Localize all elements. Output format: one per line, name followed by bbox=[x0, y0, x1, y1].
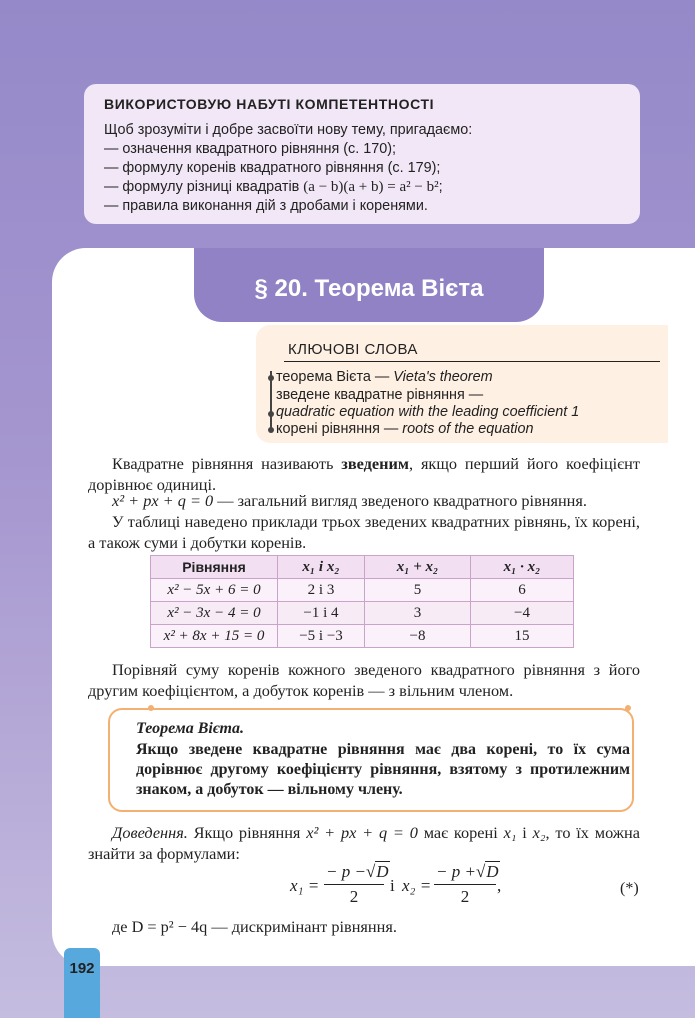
recall-item-end: ; bbox=[438, 179, 443, 195]
keywords-title: КЛЮЧОВІ СЛОВА bbox=[288, 341, 418, 358]
table-header: x₁ + x₂ bbox=[365, 556, 471, 579]
formula: x² + px + q = 0 bbox=[112, 491, 214, 510]
sqrt-arg: D bbox=[376, 862, 389, 881]
recall-intro: Щоб зрозуміти і добре засвоїти нову тему, пригадаємо: bbox=[104, 122, 473, 138]
table-cell: −1 і 4 bbox=[278, 602, 365, 625]
keyword-item: зведене квадратне рівняння — bbox=[276, 387, 484, 403]
theorem-box bbox=[108, 708, 634, 812]
conjunction: і bbox=[390, 876, 395, 895]
text: і bbox=[516, 823, 533, 842]
table-cell: −8 bbox=[365, 625, 471, 648]
table-cell: x² + 8x + 15 = 0 bbox=[151, 625, 278, 648]
recall-item: — означення квадратного рівняння (с. 170); bbox=[104, 141, 397, 157]
keyword-en: Vieta's theorem bbox=[393, 369, 493, 385]
keyword-item bbox=[276, 421, 534, 437]
formula: x² + px + q = 0 bbox=[306, 823, 418, 842]
x1-label: x₁ = bbox=[290, 876, 320, 895]
sqrt-icon: √ bbox=[365, 862, 376, 881]
paragraph-general-form bbox=[88, 490, 640, 511]
table-cell: 3 bbox=[365, 602, 471, 625]
table-header: Рівняння bbox=[151, 556, 278, 579]
text: Якщо рівняння bbox=[187, 823, 307, 842]
dot-icon bbox=[148, 705, 154, 711]
text: , якщо перший його коефіцієнт дорівнює одиниці. bbox=[88, 454, 641, 494]
roots-formula bbox=[290, 862, 650, 912]
sqrt-arg: D bbox=[486, 862, 499, 881]
table-header: x₁ · x₂ bbox=[471, 556, 574, 579]
table-cell: x² − 3x − 4 = 0 bbox=[151, 602, 278, 625]
formula-tag: (*) bbox=[620, 880, 639, 897]
comma: , bbox=[497, 876, 502, 895]
paragraph-table-intro: У таблиці наведено приклади трьох зведених квадратних рівнянь, їх корені, а також суми і добутки коренів. bbox=[88, 512, 640, 552]
recall-item: — правила виконання дій з дробами і коренями. bbox=[104, 198, 428, 214]
num-text: − p + bbox=[436, 862, 476, 881]
keyword-item bbox=[276, 369, 493, 385]
text: , то їх можна знайти за формулами: bbox=[88, 823, 640, 863]
term: зведеним bbox=[341, 454, 409, 473]
keywords-divider bbox=[284, 361, 660, 362]
bullet-icon bbox=[268, 427, 274, 433]
table-header: x₁ і x₂ bbox=[278, 556, 365, 579]
paragraph-definition bbox=[88, 453, 640, 495]
text: Квадратне рівняння називають bbox=[112, 454, 342, 473]
table-cell: 5 bbox=[365, 579, 471, 602]
difference-of-squares-formula: (a − b)(a + b) = a² − b² bbox=[303, 179, 439, 195]
recall-item: — формулу коренів квадратного рівняння (с. 179); bbox=[104, 160, 441, 176]
bullet-icon bbox=[268, 375, 274, 381]
formula: x₁ bbox=[503, 823, 517, 842]
numerator bbox=[324, 862, 389, 885]
keyword-uk: теорема Вієта — bbox=[276, 369, 394, 385]
page-number: 192 bbox=[64, 948, 100, 1018]
table-row bbox=[151, 625, 574, 648]
num-text: − p − bbox=[326, 862, 366, 881]
theorem-text: Якщо зведене квадратне рівняння має два корені, то їх сума дорівнює другому коефіцієнту рівняння, взятому з протилежним знаком, а добуток — вільному члену. bbox=[136, 741, 630, 798]
table-cell: x² − 5x + 6 = 0 bbox=[151, 579, 278, 602]
denominator: 2 bbox=[460, 887, 470, 906]
recall-box bbox=[84, 84, 640, 224]
bullet-icon bbox=[268, 411, 274, 417]
keyword-en: roots of the equation bbox=[402, 421, 534, 437]
fraction bbox=[434, 862, 499, 907]
fraction bbox=[324, 862, 389, 907]
table-cell: −5 і −3 bbox=[278, 625, 365, 648]
table-cell: 2 і 3 bbox=[278, 579, 365, 602]
proof-label: Доведення. bbox=[112, 823, 188, 842]
sqrt-icon: √ bbox=[475, 862, 486, 881]
table-cell: −4 bbox=[471, 602, 574, 625]
section-title: § 20. Теорема Вієта bbox=[194, 248, 544, 322]
recall-item bbox=[104, 178, 620, 197]
x2-label: x₂ = bbox=[402, 876, 432, 895]
keyword-uk: корені рівняння — bbox=[276, 421, 403, 437]
table-row bbox=[151, 579, 574, 602]
keyword-item bbox=[276, 404, 579, 420]
table-header-row bbox=[151, 556, 574, 579]
recall-title: ВИКОРИСТОВУЮ НАБУТІ КОМПЕТЕНТНОСТІ bbox=[104, 96, 435, 112]
paragraph-compare: Порівняй суму коренів кожного зведеного квадратного рівняння з його другим коефіцієнтом, а добуток коренів — з вільним членом. bbox=[88, 660, 640, 700]
denominator: 2 bbox=[349, 887, 359, 906]
table-row bbox=[151, 602, 574, 625]
text: має корені bbox=[417, 823, 504, 842]
text: — загальний вигляд зведеного квадратного рівняння. bbox=[213, 491, 587, 510]
keyword-en: quadratic equation with the leading coefficient 1 bbox=[276, 404, 580, 420]
theorem-title: Теорема Вієта. bbox=[136, 720, 244, 737]
paragraph-proof bbox=[88, 822, 640, 864]
dot-icon bbox=[625, 705, 631, 711]
numerator bbox=[434, 862, 499, 885]
paragraph-discriminant: де D = p² − 4q — дискримінант рівняння. bbox=[112, 917, 397, 936]
table-cell: 6 bbox=[471, 579, 574, 602]
table-cell: 15 bbox=[471, 625, 574, 648]
recall-item-text: — формулу різниці квадратів bbox=[104, 179, 304, 195]
roots-table bbox=[150, 555, 574, 648]
formula: x₂ bbox=[532, 823, 546, 842]
